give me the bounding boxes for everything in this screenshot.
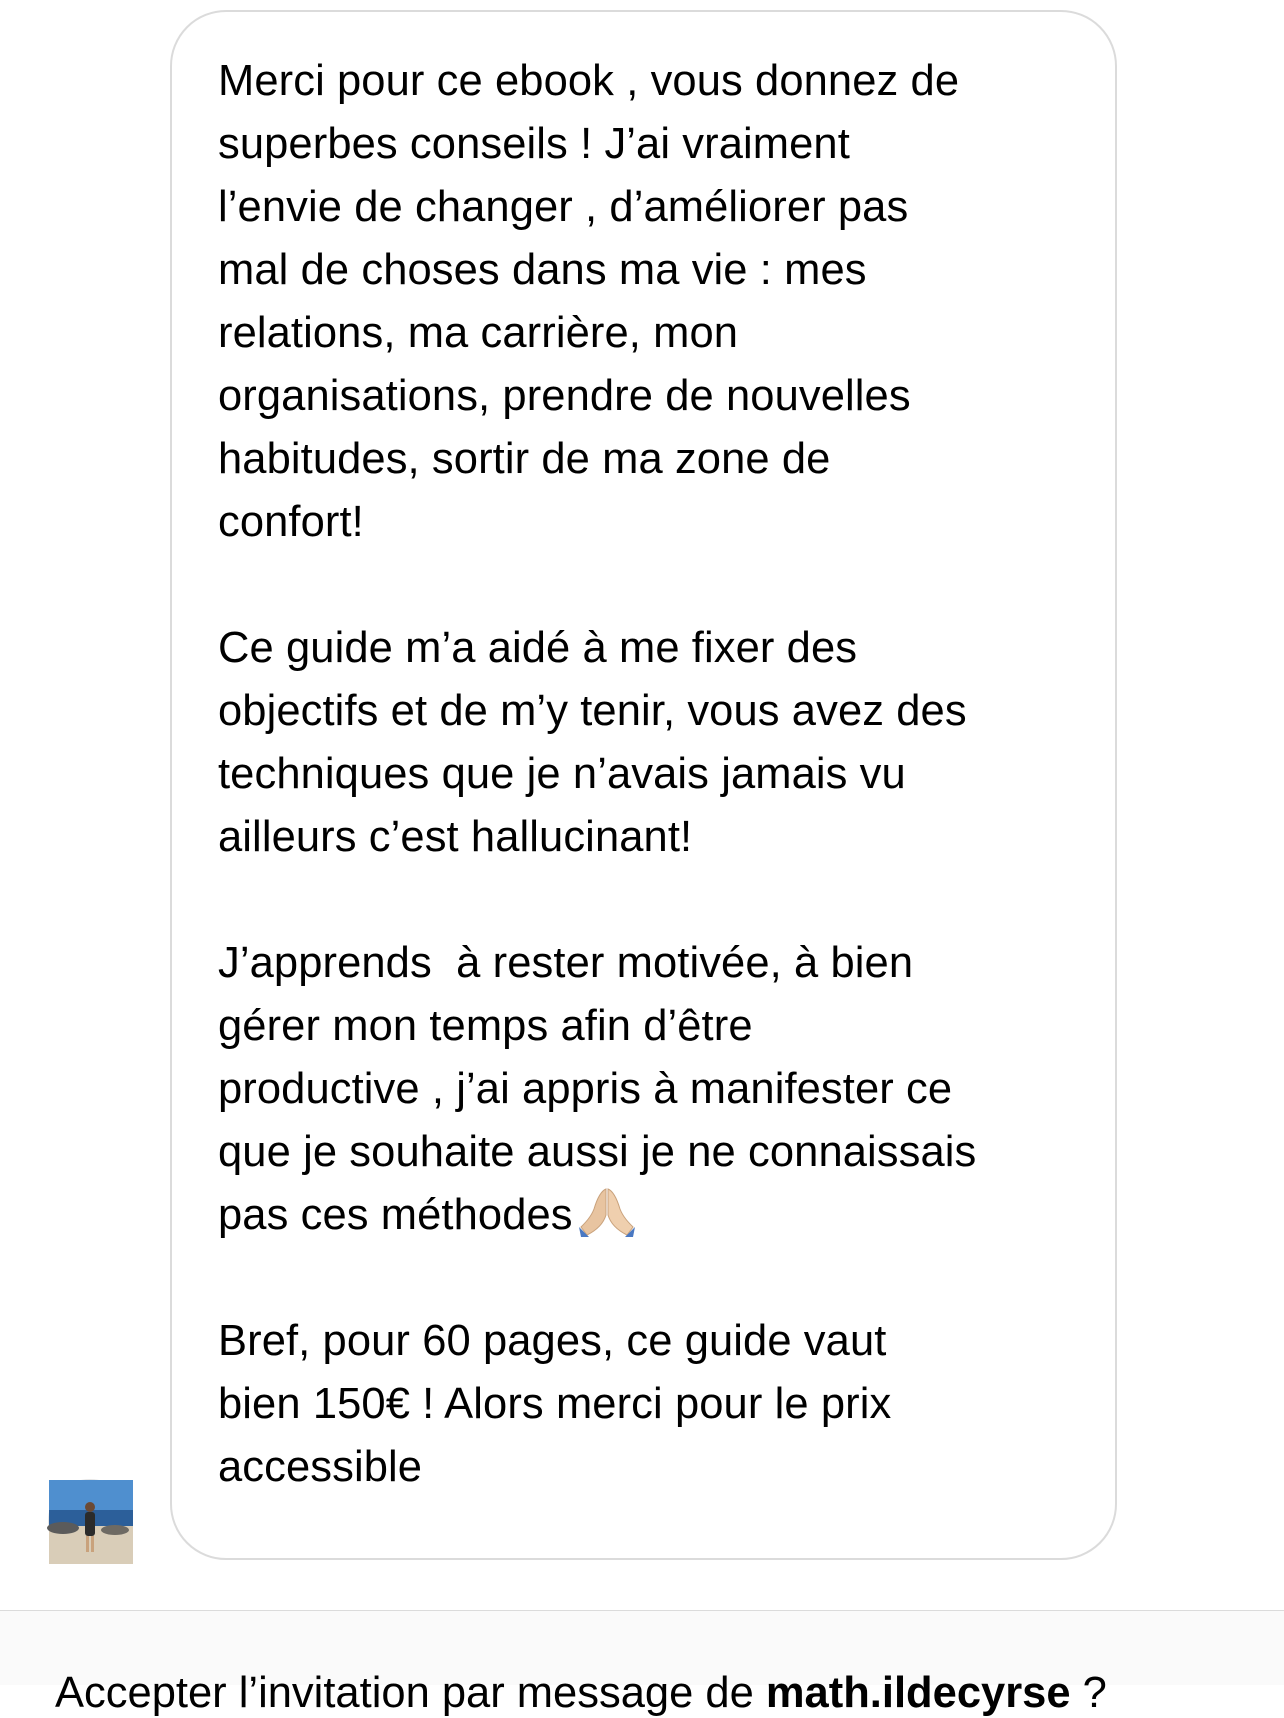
sender-avatar[interactable] [48,1479,132,1563]
invitation-prefix: Accepter l’invitation par message de [55,1669,766,1717]
invitation-username[interactable]: math.ildecyrse [765,1669,1071,1717]
folded-hands-icon [577,1185,637,1237]
message-paragraph-1: Merci pour ce ebook , vous donnez de superbes conseils ! J’ai vraiment l’envie de changer , d’améliorer pas mal de choses dans ma vie : mes relations, ma carrière, mon organisations, prendre de nouvelles habitudes, sortir de ma zone de confort! [218,57,960,546]
message-paragraph-3 [218,932,1075,1247]
invitation-suffix: ? [1070,1669,1107,1717]
invitation-bar [0,1610,1284,1717]
message-paragraph-3-text: J’apprends à rester motivée, à bien gérer mon temps afin d’être productive , j’ai appris à manifester ce que je souhaite aussi je ne connaissais pas ces méthodes [218,939,977,1239]
message-bubble[interactable] [170,10,1117,1560]
message-paragraph-4: Bref, pour 60 pages, ce guide vaut bien 150€ ! Alors merci pour le prix accessible [218,1317,892,1491]
profile-photo-icon [49,1480,133,1564]
message-paragraph-2: Ce guide m’a aidé à me fixer des objectifs et de m’y tenir, vous avez des techniques que je n’avais jamais vu ailleurs c’est hallucinant! [218,624,967,861]
invitation-text [55,1668,1107,1718]
